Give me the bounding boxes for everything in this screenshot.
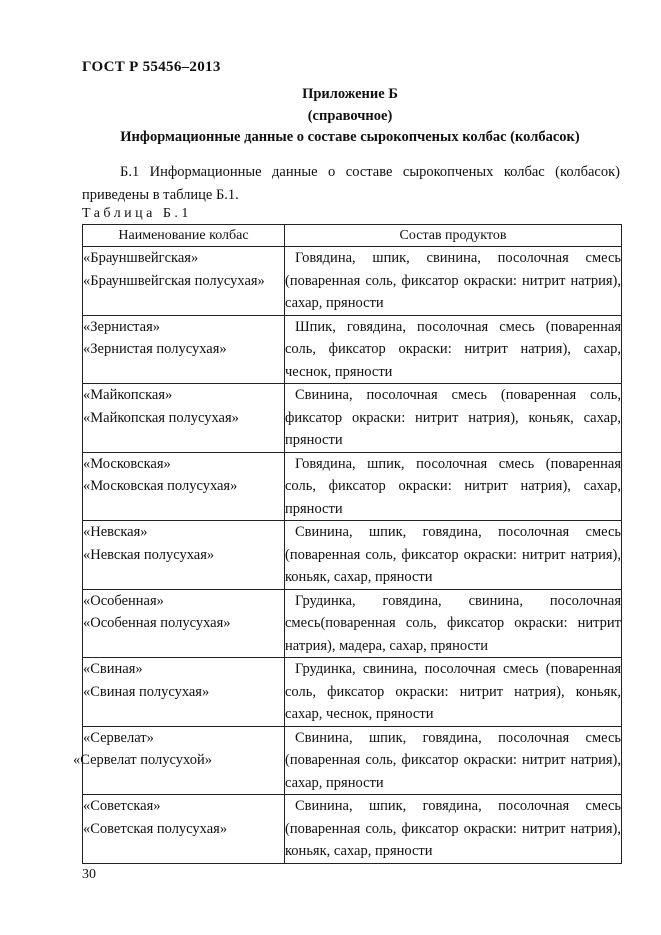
sausage-name: «Московская» <box>83 455 171 472</box>
table-row <box>83 452 622 521</box>
sausage-name-cell <box>83 589 285 658</box>
intro-paragraph <box>82 161 620 206</box>
sausage-name: «Брауншвейгская» <box>83 250 199 266</box>
sausage-name-cell <box>83 247 285 316</box>
intro-paragraph-text: Б.1 Информационные данные о составе сырокопченых колбас (колбасок) приведены в таблице Б.1. <box>82 164 620 203</box>
sausage-name: «Особенная» <box>83 592 164 609</box>
table-row <box>83 247 622 316</box>
sausage-name-cell <box>83 521 285 590</box>
composition-cell: Свинина, шпик, говядина, посолочная смесь (поваренная соль, фиксатор окраски: нитрит натрия), коньяк, сахар, пряности <box>285 795 622 864</box>
table-row <box>83 589 622 658</box>
sausage-name: «Невская» <box>83 524 148 540</box>
composition-cell: Шпик, говядина, посолочная смесь (поваренная соль, фиксатор окраски: нитрит натрия), сахар, чеснок, пряности <box>285 315 622 384</box>
document-header: ГОСТ Р 55456–2013 <box>82 59 221 75</box>
appendix-subtitle: (справочное) <box>307 108 393 124</box>
composition-cell: Говядина, шпик, свинина, посолочная смесь (поваренная соль, фиксатор окраски: нитрит натрия), сахар, пряности <box>285 247 622 316</box>
table-row <box>83 658 622 727</box>
composition-table <box>73 224 622 864</box>
composition-cell: Свинина, посолочная смесь (поваренная соль, фиксатор окраски: нитрит натрия), коньяк, сахар, пряности <box>285 384 622 453</box>
composition-cell: Говядина, шпик, посолочная смесь (поваренная соль, фиксатор окраски: нитрит натрия), сахар, пряности <box>285 452 622 521</box>
sausage-name: «Свиная полусухая» <box>83 683 210 700</box>
sausage-name-cell <box>83 658 285 727</box>
table-row <box>83 384 622 453</box>
sausage-name: «Зернистая» <box>83 318 161 335</box>
table-row <box>83 795 622 864</box>
composition-cell: Свинина, шпик, говядина, посолочная смесь (поваренная соль, фиксатор окраски: нитрит натрия), сахар, пряности <box>285 726 622 795</box>
sausage-name: «Невская полусухая» <box>83 546 215 563</box>
sausage-name: «Майкопская полусухая» <box>83 409 239 426</box>
sausage-name: «Майкопская» <box>83 387 173 403</box>
composition-cell: Грудинка, говядина, свинина, посолочная смесь(поваренная соль, фиксатор окраски: нитрит натрия), мадера, сахар, пряности <box>285 589 622 658</box>
composition-cell: Свинина, шпик, говядина, посолочная смесь (поваренная соль, фиксатор окраски: нитрит натрия), коньяк, сахар, пряности <box>285 521 622 590</box>
table-label: Таблица Б.1 <box>82 206 192 221</box>
sausage-name: «Московская полусухая» <box>83 478 238 494</box>
sausage-name-cell <box>83 795 285 864</box>
table-row <box>83 726 622 795</box>
sausage-name: «Советская полусухая» <box>83 820 228 837</box>
table-row <box>83 521 622 590</box>
page-number: 30 <box>82 867 96 882</box>
sausage-name-cell <box>73 726 285 795</box>
sausage-name-cell <box>83 315 285 384</box>
appendix-title: Приложение Б <box>302 86 398 102</box>
composition-cell: Грудинка, свинина, посолочная смесь (поваренная соль, фиксатор окраски: нитрит натрия), коньяк, сахар, чеснок, пряности <box>285 658 622 727</box>
sausage-name: «Сервелат» <box>83 729 154 746</box>
column-header-composition: Состав продуктов <box>285 225 622 247</box>
sausage-name: «Сервелат полусухой» <box>73 752 212 768</box>
sausage-name: «Свиная» <box>83 661 143 677</box>
sausage-name: «Советская» <box>83 798 161 814</box>
sausage-name: «Особенная полусухая» <box>83 615 231 631</box>
sausage-name: «Брауншвейгская полусухая» <box>83 272 265 289</box>
column-header-name: Наименование колбас <box>83 225 285 247</box>
sausage-name: «Зернистая полусухая» <box>83 341 227 357</box>
sausage-name-cell <box>83 384 285 453</box>
sausage-name-cell <box>83 452 285 521</box>
table-header-row <box>83 225 622 247</box>
table-row <box>83 315 622 384</box>
appendix-heading: Информационные данные о составе сырокопченых колбас (колбасок) <box>120 129 580 145</box>
